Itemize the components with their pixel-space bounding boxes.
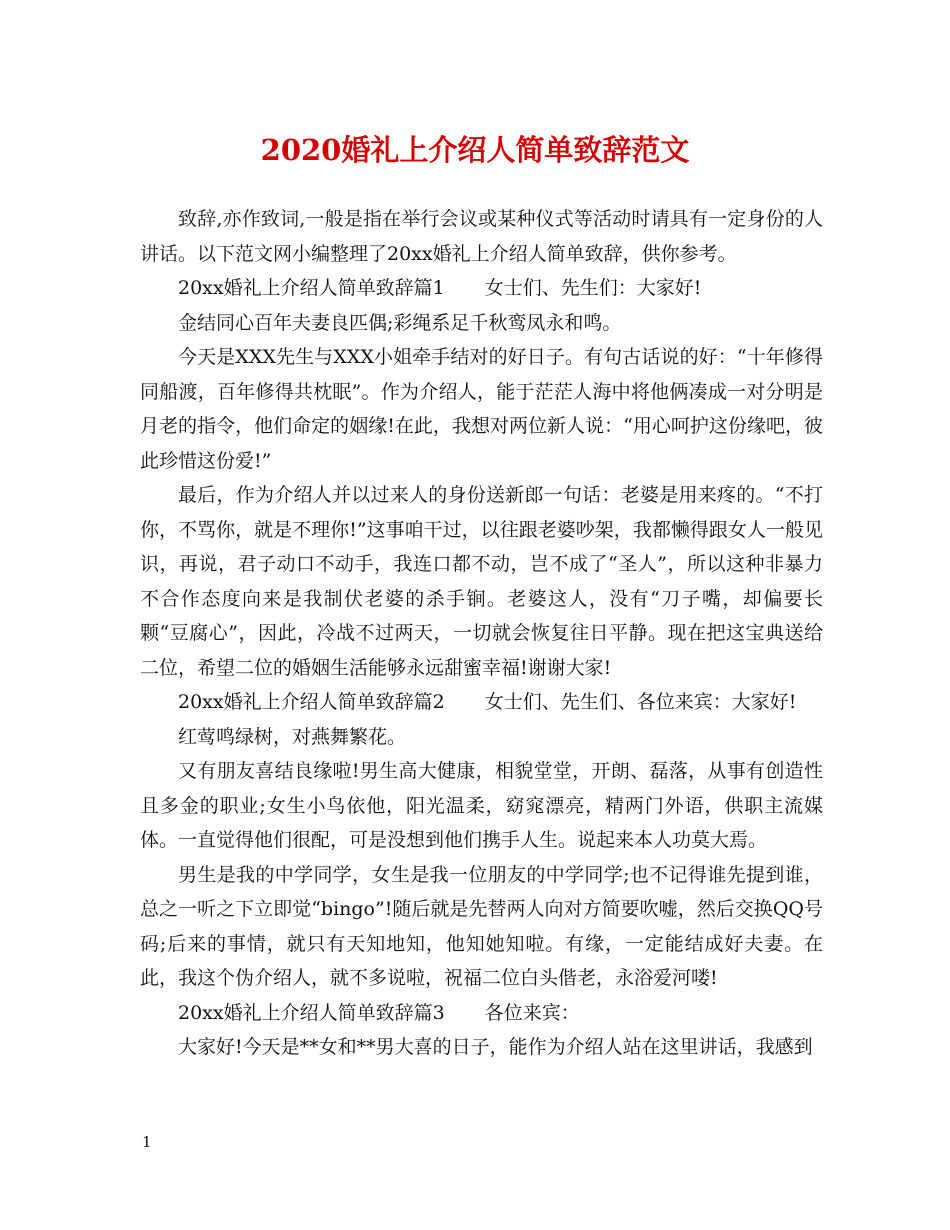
section-1-greeting: 女士们、先生们：大家好! bbox=[484, 277, 702, 299]
document-title: 2020婚礼上介绍人简单致辞范文 bbox=[260, 133, 690, 167]
section-1-heading-line bbox=[140, 271, 823, 306]
paragraph-advice: 最后，作为介绍人并以过来人的身份送新郎一句话：老婆是用来疼的。“不打你，不骂你，就是不理你!”这事咱干过，以往跟老婆吵架，我都懒得跟女人一般见识，再说，君子动口不动手，我连口都不动，岂不成了“圣人”，所以这种非暴力不合作态度向来是我制伏老婆的杀手锏。老婆这人，没有“刀子嘴，却偏要长颗“豆腐心”，因此，冷战不过两天，一切就会恢复往日平静。现在把这宝典送给二位，希望二位的婚姻生活能够永远甜蜜幸福!谢谢大家! bbox=[140, 484, 823, 679]
paragraph-verse: 红莺鸣绿树，对燕舞繁花。 bbox=[178, 725, 407, 748]
section-3-heading-line bbox=[140, 996, 823, 1031]
paragraph-couplet: 金结同心百年夫妻良匹偶;彩绳系足千秋鸾凤永和鸣。 bbox=[178, 311, 622, 334]
paragraph-classmates: 男生是我的中学同学，女生是我一位朋友的中学同学;也不记得谁先提到谁，总之一听之下立即觉“bingo”!随后就是先替两人向对方简要吹嘘，然后交换QQ号码;后来的事情，就只有天知地知，他知她知啦。有缘，一定能结成好夫妻。在此，我这个伪介绍人，就不多说啦，祝福二位白头偕老，永浴爱河喽! bbox=[140, 863, 823, 989]
section-2-heading-line bbox=[140, 685, 823, 720]
section-3-heading: 20xx婚礼上介绍人简单致辞篇3 bbox=[178, 1001, 445, 1024]
document-body bbox=[140, 202, 823, 1065]
paragraph-friends: 又有朋友喜结良缘啦!男生高大健康，相貌堂堂，开朗、磊落，从事有创造性且多金的职业;女生小鸟依他，阳光温柔，窈窕漂亮，精两门外语，供职主流媒体。一直觉得他们很配，可是没想到他们携手人生。说起来本人功莫大焉。 bbox=[140, 760, 823, 851]
section-2-greeting: 女士们、先生们、各位来宾：大家好! bbox=[484, 691, 797, 713]
intro-paragraph: 致辞,亦作致词,一般是指在举行会议或某种仪式等活动时请具有一定身份的人讲话。以下范文网小编整理了20xx婚礼上介绍人简单致辞，供你参考。 bbox=[140, 208, 823, 265]
paragraph-today: 今天是XXX先生与XXX小姐牵手结对的好日子。有句古话说的好：“十年修得同船渡，百年修得共枕眠”。作为介绍人，能于茫茫人海中将他俩凑成一对分明是月老的指令，他们命定的姻缘!在此，我想对两位新人说：“用心呵护这份缘吧，彼此珍惜这份爱!” bbox=[140, 346, 823, 472]
section-1-heading: 20xx婚礼上介绍人简单致辞篇1 bbox=[178, 277, 445, 299]
section-2-heading: 20xx婚礼上介绍人简单致辞篇2 bbox=[178, 691, 445, 713]
page-number: 1 bbox=[142, 1133, 152, 1151]
paragraph-closing: 大家好!今天是**女和**男大喜的日子，能作为介绍人站在这里讲话，我感到 bbox=[178, 1036, 813, 1058]
section-3-greeting: 各位来宾： bbox=[484, 1001, 580, 1024]
